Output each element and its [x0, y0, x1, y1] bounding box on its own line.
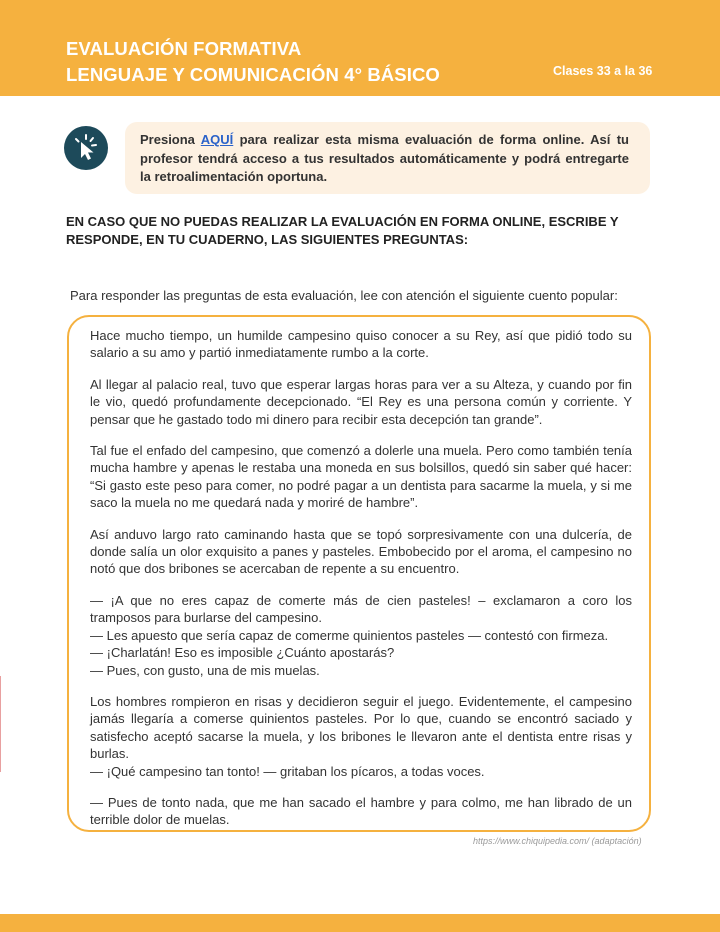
- source-citation: https://www.chiquipedia.com/ (adaptación): [473, 836, 642, 846]
- online-notice-text: [140, 131, 629, 187]
- notice-text-before: Presiona: [140, 132, 195, 147]
- title-line-1: EVALUACIÓN FORMATIVA: [66, 38, 302, 59]
- page-edge-mark: [0, 676, 1, 772]
- title-line-2: LENGUAJE Y COMUNICACIÓN 4° BÁSICO: [66, 64, 440, 85]
- story-paragraph-4: Así anduvo largo rato caminando hasta que se topó sorpresivamente con una dulcería, de donde salía un olor exquisito a panes y pasteles. Embobecido por el aroma, el campesino no notó que dos bribones se acercaban de repente a su encuentro.: [90, 526, 632, 577]
- dialog-line-5: — ¡Qué campesino tan tonto! — gritaban los pícaros, a todas voces.: [90, 763, 485, 779]
- dialog-line-2: — Les apuesto que sería capaz de comerme quinientos pasteles — contestó con firmeza.: [90, 627, 609, 643]
- story-paragraph-2: Al llegar al palacio real, tuvo que esperar largas horas para ver a su Alteza, y cuando por fin le vio, quedó profundamente decepcionado. “El Rey es una persona común y corriente. Y pensar que he gastado todo mi dinero para recibir esta decepción tan grande”.: [90, 376, 632, 427]
- dialog-line-3: — ¡Charlatán! Eso es imposible ¿Cuánto apostarás?: [90, 645, 395, 661]
- notice-text-after: para realizar esta misma evaluación de forma online. Así tu profesor tendrá acceso a tus resultados automáticamente y podrá entregarte la retroalimentación oportuna.: [140, 132, 629, 184]
- story-paragraph-1: Hace mucho tiempo, un humilde campesino quiso conocer a su Rey, así que pidió todo su salario a su amo y partió inmediatamente rumbo a la corte.: [90, 328, 632, 361]
- dialog-line-1: — ¡A que no eres capaz de comerte más de cien pasteles! – exclamaron a coro los tramposos para burlarse del campesino.: [90, 592, 632, 626]
- classes-label: Clases 33 a la 36: [553, 64, 653, 78]
- footer-bar: [0, 914, 720, 932]
- online-evaluation-link[interactable]: AQUÍ: [200, 132, 234, 147]
- story-paragraph-6: — Pues de tonto nada, que me han sacado el hambre y para colmo, me han librado de un terrible dolor de muelas.: [90, 794, 632, 828]
- header-banner: [0, 0, 720, 96]
- story-text: [90, 327, 632, 829]
- story-paragraph-3: Tal fue el enfado del campesino, que comenzó a dolerle una muela. Pero como también tenía mucha hambre y apenas le restaba una moneda en sus bolsillos, quedó sin saber qué hacer: “Si gasto este peso para comer, no podré pagar a un dentista para sacarme la muela, y si me saco la muela no me quedará nada y moriré de hambre”.: [90, 443, 632, 511]
- click-pointer-icon[interactable]: [64, 126, 108, 170]
- page-title: [66, 36, 440, 88]
- story-paragraph-5: Los hombres rompieron en risas y decidieron seguir el juego. Evidentemente, el campesino jamás llegaría a comerse quinientos pasteles. Por lo que, cuando se encontró saciado y satisfecho aceptó sacarse la muela, y los bribones le llevaron ante el dentista entre risas y burlas.: [90, 693, 632, 762]
- reading-intro: Para responder las preguntas de esta evaluación, lee con atención el siguiente cuento popular:: [70, 288, 618, 303]
- dialog-line-4: — Pues, con gusto, una de mis muelas.: [90, 662, 320, 678]
- offline-instruction: EN CASO QUE NO PUEDAS REALIZAR LA EVALUACIÓN EN FORMA ONLINE, ESCRIBE Y RESPONDE, EN TU CUADERNO, LAS SIGUIENTES PREGUNTAS:: [66, 214, 619, 247]
